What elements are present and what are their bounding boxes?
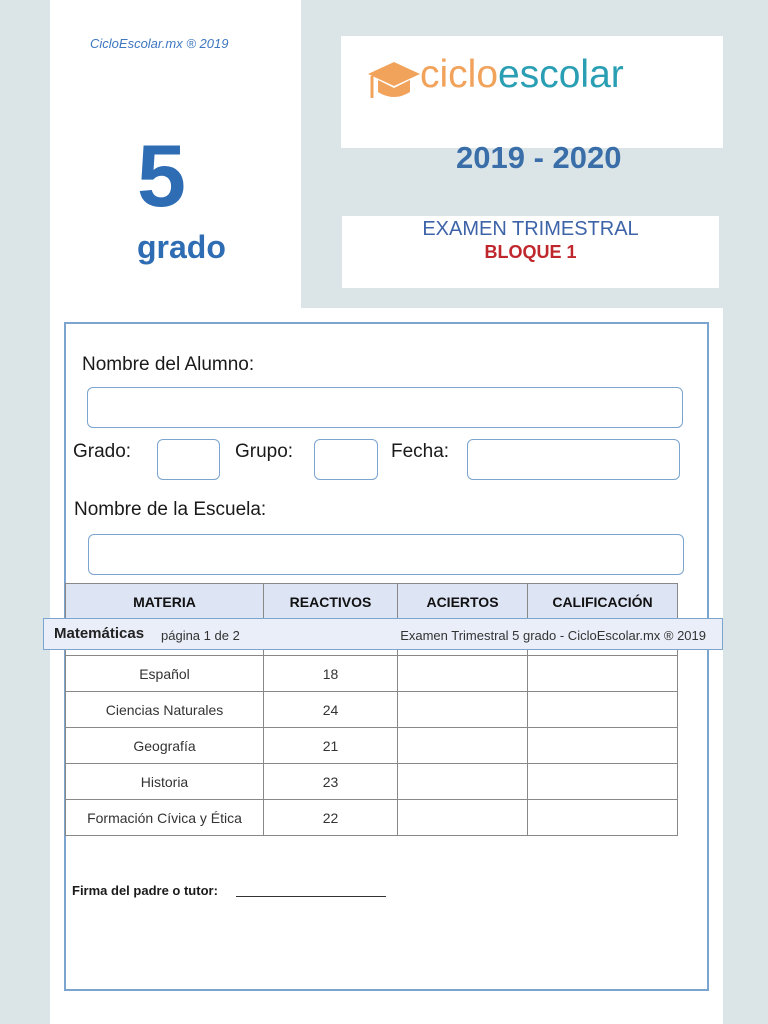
logo-part-escolar: escolar <box>498 53 624 96</box>
footer-note: Examen Trimestral 5 grado - CicloEscolar.mx ® 2019 <box>400 628 706 643</box>
grade-cell[interactable] <box>528 728 678 764</box>
items-cell: 24 <box>264 692 398 728</box>
correct-cell[interactable] <box>398 800 528 836</box>
grade-number: 5 <box>137 126 186 225</box>
header-correct: ACIERTOS <box>398 584 528 620</box>
table-header-row <box>66 584 678 620</box>
subject-cell: Formación Cívica y Ética <box>66 800 264 836</box>
page-footer-bar <box>43 618 723 650</box>
table-row <box>66 800 678 836</box>
school-name-label: Nombre de la Escuela: <box>74 499 267 520</box>
footer-page-number: página 1 de 2 <box>161 628 240 643</box>
student-name-field[interactable] <box>87 387 683 428</box>
subject-cell: Historia <box>66 764 264 800</box>
school-name-field[interactable] <box>88 534 684 575</box>
signature-line[interactable] <box>236 896 386 897</box>
logo-wordmark <box>368 55 624 94</box>
table-row <box>66 692 678 728</box>
footer-subject: Matemáticas <box>54 625 145 642</box>
header-subject: MATERIA <box>66 584 264 620</box>
date-label: Fecha: <box>391 441 450 462</box>
grade-cell[interactable] <box>528 764 678 800</box>
grade-cell[interactable] <box>528 800 678 836</box>
correct-cell[interactable] <box>398 728 528 764</box>
grade-cell[interactable] <box>528 692 678 728</box>
correct-cell[interactable] <box>398 764 528 800</box>
grade-cell[interactable] <box>528 656 678 692</box>
group-label: Grupo: <box>235 441 294 462</box>
table-row <box>66 728 678 764</box>
date-field[interactable] <box>467 439 680 480</box>
grade-field[interactable] <box>157 439 220 480</box>
items-cell: 21 <box>264 728 398 764</box>
logo-part-ciclo: ciclo <box>420 53 499 96</box>
items-cell: 22 <box>264 800 398 836</box>
header-grade: CALIFICACIÓN <box>528 584 678 620</box>
grade-label: Grado: <box>73 441 132 462</box>
table-row <box>66 656 678 692</box>
table-row <box>66 764 678 800</box>
group-field[interactable] <box>314 439 378 480</box>
grade-word: grado <box>137 229 226 265</box>
subject-cell: Ciencias Naturales <box>66 692 264 728</box>
subject-cell: Geografía <box>66 728 264 764</box>
items-cell: 23 <box>264 764 398 800</box>
exam-block: BLOQUE 1 <box>484 242 577 262</box>
subject-cell: Español <box>66 656 264 692</box>
credit-text: CicloEscolar.mx ® 2019 <box>90 36 229 51</box>
header-items: REACTIVOS <box>264 584 398 620</box>
signature-label: Firma del padre o tutor: <box>72 883 218 898</box>
items-cell: 18 <box>264 656 398 692</box>
exam-title: EXAMEN TRIMESTRAL <box>422 218 639 240</box>
correct-cell[interactable] <box>398 656 528 692</box>
correct-cell[interactable] <box>398 692 528 728</box>
student-name-label: Nombre del Alumno: <box>82 354 255 375</box>
school-year: 2019 - 2020 <box>456 140 622 175</box>
